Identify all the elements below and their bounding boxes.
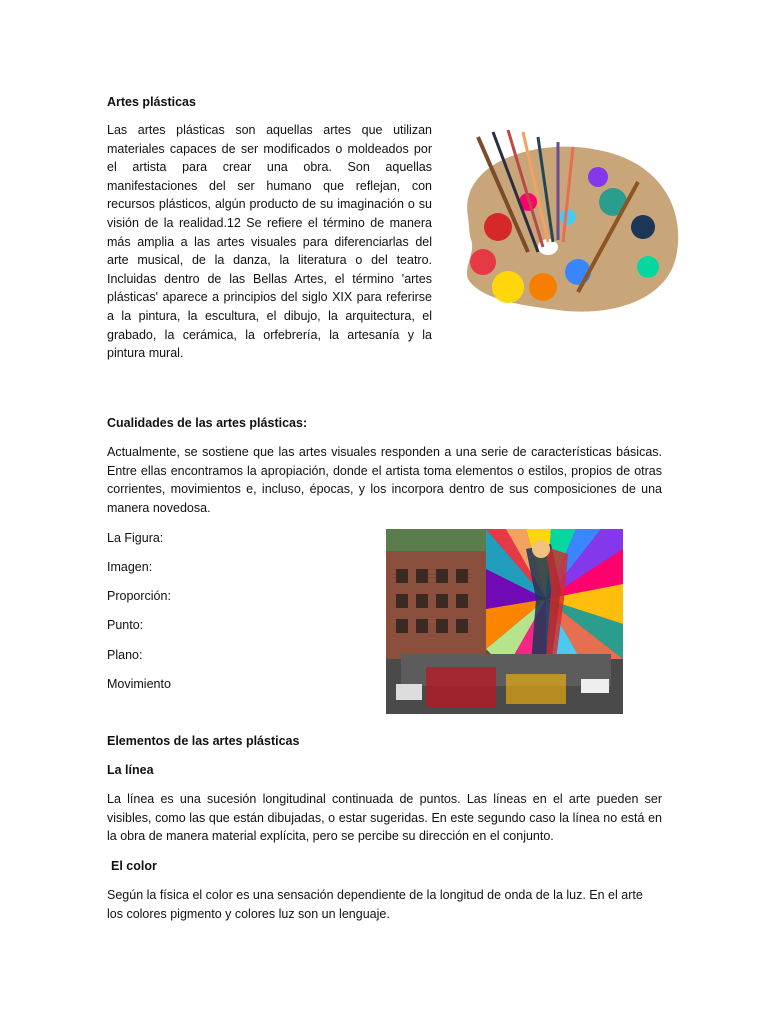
el-color-paragraph: Según la física el color es una sensación dependiente de la longitud de onda de la luz. En el arte los colores pigmento y colores luz son un lenguaje. [107, 888, 643, 921]
quality-item: Movimiento [107, 677, 171, 691]
cualidades-paragraph: Actualmente, se sostiene que las artes visuales responden a una serie de características básicas. Entre ellas encontramos la apropiación, donde el artista toma elementos o estilos, propios de otras corrientes, movimientos e, incluso, épocas, y los incorpora dentro de sus composiciones de una manera novedosa. [107, 445, 662, 515]
quality-item: Punto: [107, 618, 144, 632]
quality-item: Imagen: [107, 560, 153, 574]
subheading-la-linea: La línea [107, 763, 154, 777]
quality-item: Proporción: [107, 589, 171, 603]
quality-item: La Figura: [107, 531, 164, 545]
intro-paragraph: Las artes plásticas son aquellas artes que utilizan materiales capaces de ser modificados o moldeados por el artista para crear una obra. Son aquellas manifestaciones del ser humano que reflejan, con recursos plásticos, algún producto de su imaginación o su visión de la realidad.12 Se refiere el término de manera más amplia a las artes visuales para diferenciarlas del arte musical, de la danza, la literatura o del teatro. Incluidas dentro de las Bellas Artes, el término 'artes plásticas' aparece a principios del siglo XIX para referirse a la pintura, la escultura, el dibujo, la arquitectura, el grabado, la cerámica, la orfebrería, la artesanía y la pintura mural. [107, 123, 432, 361]
paint-palette-image [448, 122, 688, 322]
section-title-elementos: Elementos de las artes plásticas [107, 734, 300, 748]
quality-item: Plano: [107, 648, 143, 662]
street-mural-image [386, 529, 623, 714]
section-title-artes-plasticas: Artes plásticas [107, 95, 196, 109]
la-linea-paragraph: La línea es una sucesión longitudinal continuada de puntos. Las líneas en el arte pueden ser visibles, como las que están dibujadas, o estar sugeridas. En este segundo caso la línea no está en la obra de manera material explícita, pero se percibe su dirección en el conjunto. [107, 792, 662, 844]
section-title-cualidades: Cualidades de las artes plásticas: [107, 416, 308, 430]
subheading-el-color: El color [111, 859, 157, 873]
